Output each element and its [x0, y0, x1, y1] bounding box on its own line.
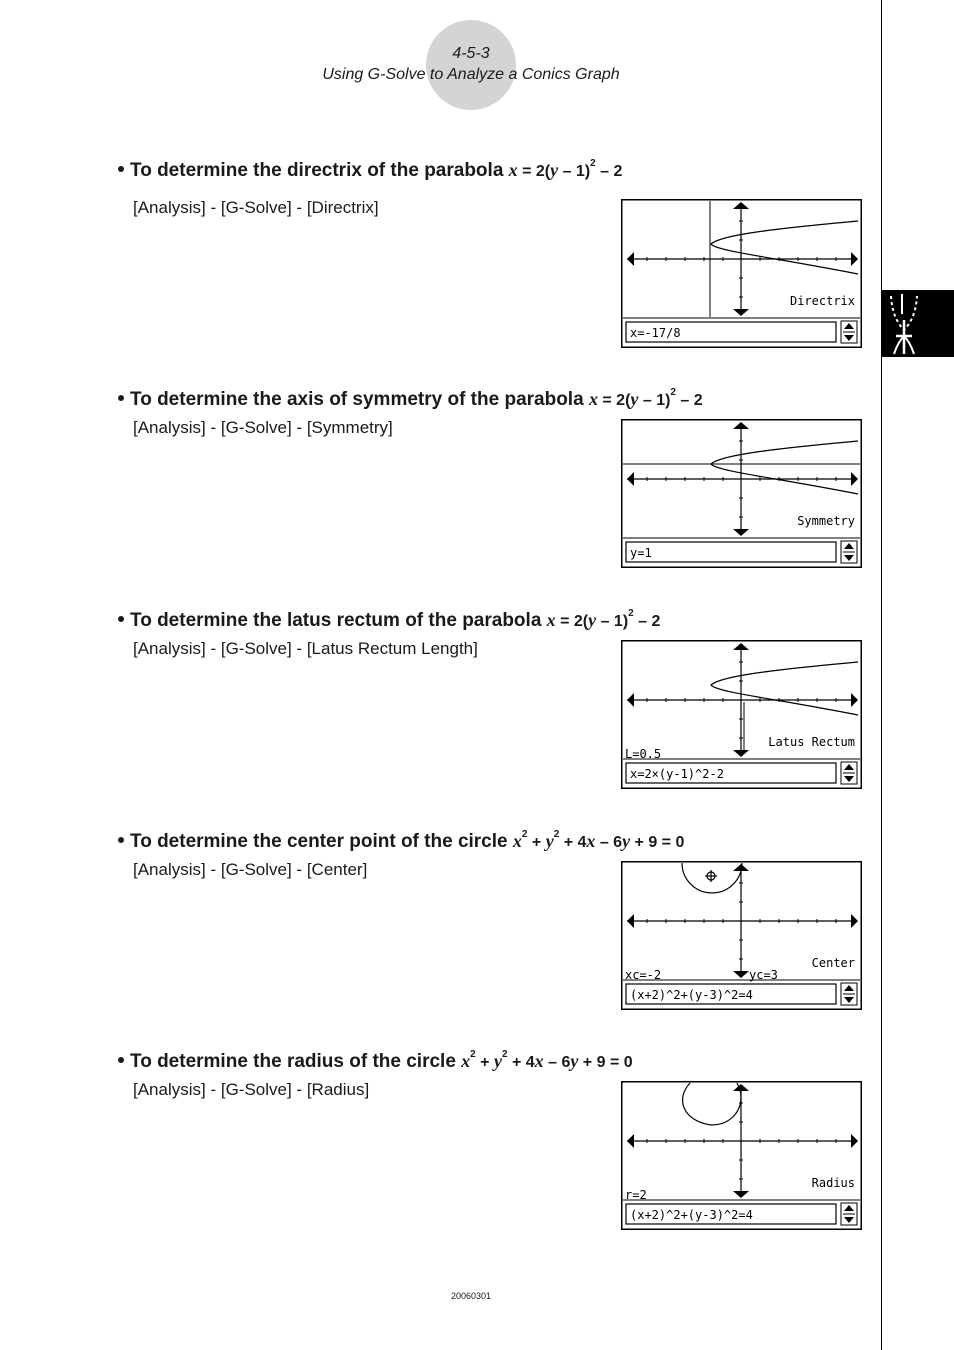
equation: x = 2(y – 1)$^2$ – 2	[508, 158, 623, 180]
screen-label: Symmetry	[797, 514, 855, 528]
entry-field: x=-17/8	[630, 326, 681, 340]
calculator-screen	[621, 861, 862, 1010]
screen-result: xc=-2	[625, 968, 662, 982]
entry-field: (x+2)^2+(y-3)^2=4	[630, 988, 753, 1002]
menu-path: [Analysis] - [G-Solve] - [Center]	[133, 860, 368, 879]
calculator-screen	[621, 640, 862, 789]
section-latus-rectum	[0, 610, 954, 810]
bullet-icon	[118, 1057, 124, 1063]
header-circle	[426, 20, 516, 110]
bullet-icon	[118, 616, 124, 622]
screen-label: Directrix	[789, 294, 855, 308]
equation: $x^2 + y^2 + 4x - 6y + 9 = 0$	[512, 829, 685, 851]
equation: $x^2 + y^2 + 4x - 6y + 9 = 0$	[461, 1049, 633, 1071]
screen-label: Radius	[811, 1176, 855, 1190]
screen-result: r=2	[625, 1188, 647, 1202]
footer-code: 20060301	[450, 1291, 492, 1301]
calculator-screen	[621, 419, 862, 568]
section-symmetry	[0, 389, 954, 589]
bullet-icon	[118, 166, 124, 172]
entry-field: y=1	[630, 546, 652, 560]
menu-path: [Analysis] - [G-Solve] - [Directrix]	[133, 198, 379, 217]
section-heading: To determine the directrix of the parabola x = 2(y – 1)$^2$ – 2	[118, 160, 622, 182]
section-heading: To determine the center point of the circle $x^2 + y^2 + 4x - 6y + 9 = 0$	[118, 831, 684, 853]
section-heading: To determine the latus rectum of the parabola x = 2(y – 1)$^2$ – 2	[118, 610, 660, 632]
page-subtitle: Using G-Solve to Analyze a Conics Graph	[322, 66, 620, 83]
bullet-icon	[118, 837, 124, 843]
section-radius	[0, 1051, 954, 1251]
equation: x = 2(y – 1)$^2$ – 2	[546, 608, 661, 630]
entry-field: x=2×(y-1)^2-2	[630, 767, 724, 781]
menu-path: [Analysis] - [G-Solve] - [Radius]	[133, 1080, 370, 1099]
entry-field: (x+2)^2+(y-3)^2=4	[630, 1208, 753, 1222]
screen-label: Center	[811, 956, 855, 970]
menu-path: [Analysis] - [G-Solve] - [Latus Rectum Length]	[133, 639, 478, 658]
bullet-icon	[118, 395, 124, 401]
page-number: 4-5-3	[452, 45, 490, 62]
calculator-screen	[621, 1081, 862, 1230]
section-heading: To determine the radius of the circle $x^2 + y^2 + 4x - 6y + 9 = 0$	[118, 1051, 633, 1073]
equation: x = 2(y – 1)$^2$ – 2	[588, 387, 703, 409]
section-heading: To determine the axis of symmetry of the parabola x = 2(y – 1)$^2$ – 2	[118, 389, 703, 411]
screen-label: Latus Rectum	[768, 735, 855, 749]
section-directrix	[0, 160, 954, 360]
menu-path: [Analysis] - [G-Solve] - [Symmetry]	[133, 418, 393, 437]
calculator-screen	[621, 199, 862, 348]
section-center	[0, 831, 954, 1031]
screen-result: L=0.5	[625, 747, 662, 761]
screen-result-right: yc=3	[749, 968, 778, 982]
